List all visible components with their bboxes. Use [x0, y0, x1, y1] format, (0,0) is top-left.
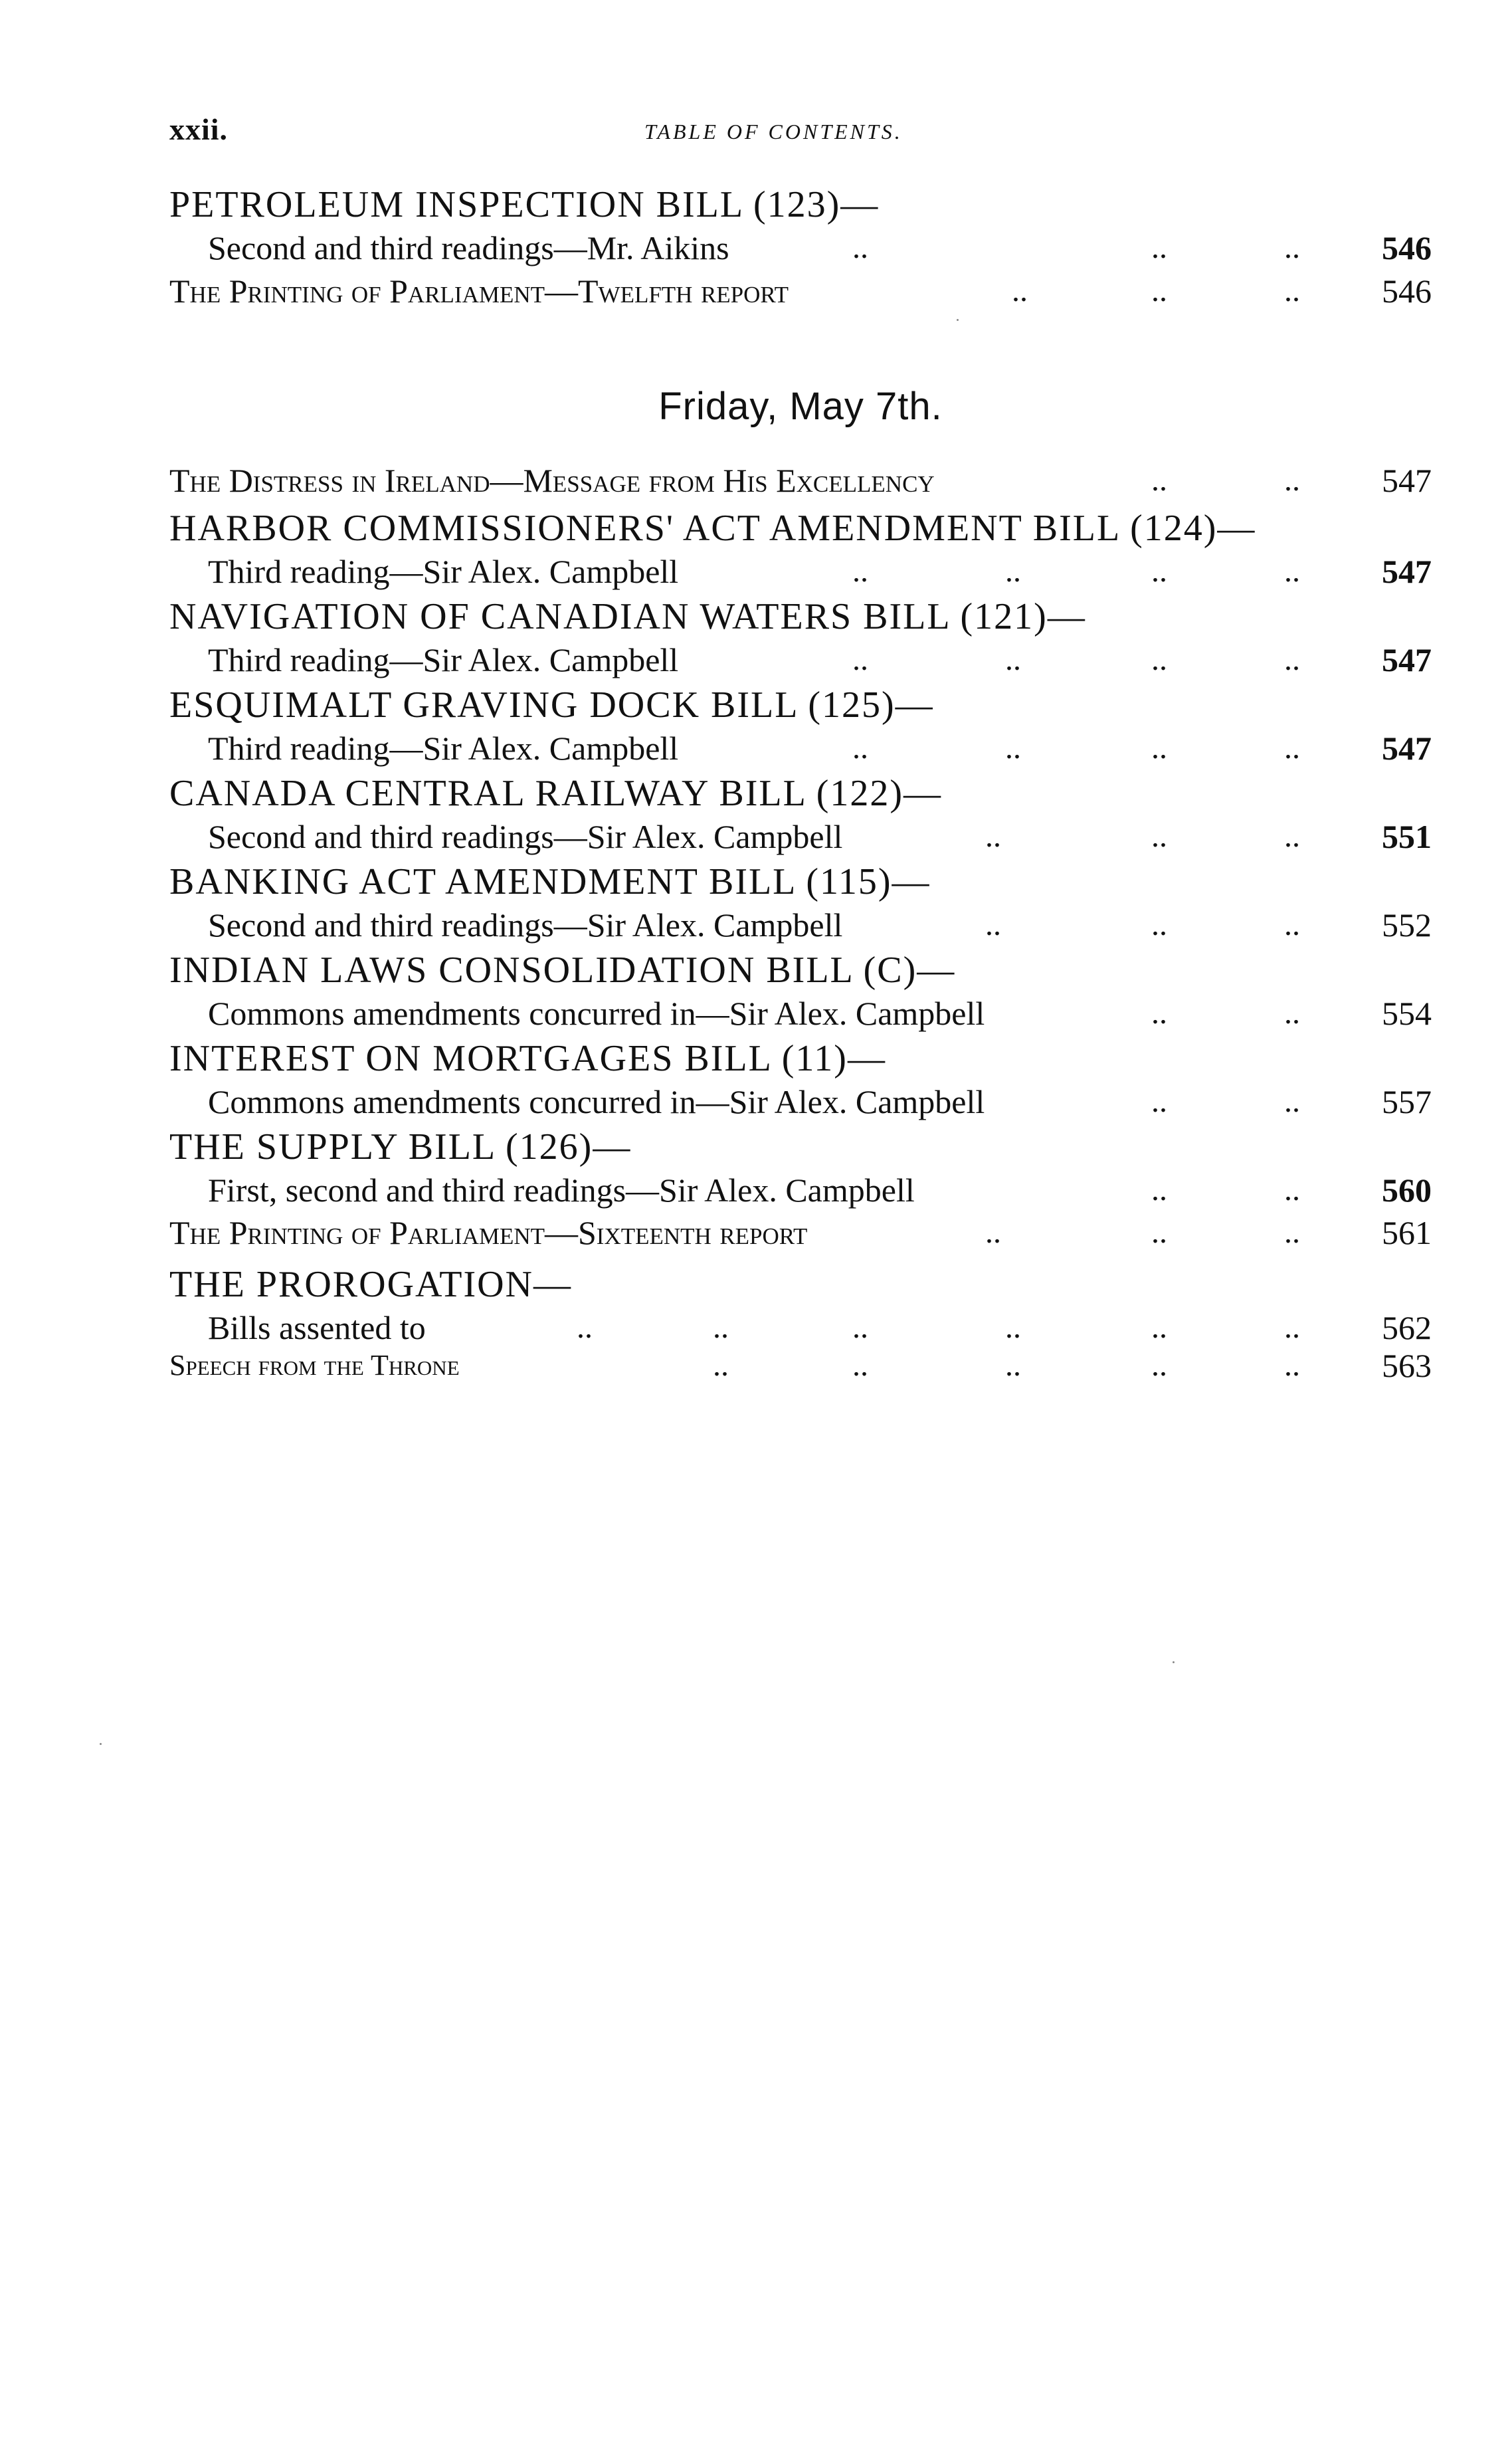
- entry-page: 547: [1382, 641, 1432, 678]
- toc-entry: [169, 1039, 1432, 1124]
- entry-page: 546: [1382, 229, 1432, 266]
- toc-entry: [169, 1211, 1432, 1255]
- entry-detail: Second and third readings—Mr. Aikins: [208, 229, 729, 266]
- entry-inline: Speech from the Throne: [169, 1349, 460, 1381]
- entry-detail: Third reading—Sir Alex. Campbell: [208, 641, 679, 678]
- entry-heading: PETROLEUM INSPECTION BILL (123)—: [169, 184, 880, 225]
- leader-dot-group: ..: [1284, 641, 1300, 677]
- entry-line: [169, 459, 1432, 502]
- print-speck: [1173, 1661, 1175, 1663]
- section-day-heading: Friday, May 7th.: [658, 385, 943, 428]
- entry-detail: Commons amendments concurred in—Sir Alex. Campbell: [208, 994, 985, 1032]
- leader-dot-group: ..: [713, 1309, 729, 1345]
- toc-entry: [169, 508, 1432, 593]
- leader-dot-group: ..: [1284, 906, 1300, 942]
- entry-inline: The Printing of Parliament—Twelfth report: [169, 272, 789, 310]
- leader-dot-group: ..: [985, 1215, 1001, 1250]
- entry-page: 560: [1382, 1171, 1432, 1209]
- entry-page: 561: [1382, 1214, 1432, 1251]
- leader-dot-group: ..: [1005, 553, 1021, 589]
- entry-page: 551: [1382, 817, 1432, 855]
- entry-heading: BANKING ACT AMENDMENT BILL (115)—: [169, 861, 931, 902]
- leader-dot-group: ..: [1284, 229, 1300, 265]
- entry-line: [169, 1211, 1432, 1255]
- leader-dot-group: ..: [1284, 462, 1300, 498]
- entry-line: [169, 1080, 1432, 1124]
- toc-entry: [169, 773, 1432, 859]
- entry-line: [169, 226, 1432, 270]
- entry-inline: The Distress in Ireland—Message from His Excellency: [169, 462, 935, 499]
- entry-line: [169, 638, 1432, 682]
- leader-dot-group: ..: [577, 1309, 593, 1345]
- leader-dot-group: ..: [852, 553, 868, 589]
- entry-line: [169, 991, 1432, 1035]
- leader-dot-group: ..: [1284, 1215, 1300, 1250]
- entry-heading: CANADA CENTRAL RAILWAY BILL (122)—: [169, 773, 943, 814]
- entry-heading: HARBOR COMMISSIONERS' ACT AMENDMENT BILL (124)—: [169, 508, 1256, 549]
- print-speck: [100, 1743, 102, 1745]
- entry-page: 562: [1382, 1308, 1432, 1346]
- entry-inline: The Printing of Parliament—Sixteenth report: [169, 1214, 808, 1251]
- entry-detail: Third reading—Sir Alex. Campbell: [208, 729, 679, 767]
- leader-dot-group: ..: [852, 730, 868, 765]
- leader-dot-group: ..: [1005, 730, 1021, 765]
- print-speck: [957, 319, 959, 321]
- leader-dot-group: ..: [1151, 906, 1167, 942]
- leader-dot-group: ..: [1012, 273, 1028, 308]
- entry-heading: INTEREST ON MORTGAGES BILL (11)—: [169, 1038, 886, 1079]
- leader-dot-group: ..: [1284, 1348, 1300, 1383]
- leader-dot-group: ..: [1151, 1172, 1167, 1207]
- entry-line: [169, 726, 1432, 770]
- entry-page: 547: [1382, 462, 1432, 499]
- entry-line: [169, 1306, 1432, 1350]
- leader-dot-group: ..: [852, 641, 868, 677]
- leader-dot-group: ..: [1284, 1083, 1300, 1119]
- leader-dot-group: ..: [852, 1348, 868, 1383]
- leader-dot-group: ..: [1151, 1083, 1167, 1119]
- entry-page: 547: [1382, 552, 1432, 590]
- leader-dot-group: ..: [1005, 1309, 1021, 1345]
- leader-dot-group: ..: [1284, 730, 1300, 765]
- entry-line: [169, 1168, 1432, 1212]
- leader-dot-group: ..: [1284, 553, 1300, 589]
- entry-heading: THE PROROGATION—: [169, 1264, 572, 1305]
- toc-entry: [169, 597, 1432, 682]
- entry-line: [169, 903, 1432, 947]
- leader-dot-group: ..: [1151, 1215, 1167, 1250]
- entry-line: [169, 269, 1432, 313]
- leader-dot-group: ..: [1151, 273, 1167, 308]
- entry-page: 547: [1382, 729, 1432, 767]
- leader-dot-group: ..: [1151, 641, 1167, 677]
- leader-dot-group: ..: [1284, 818, 1300, 854]
- entry-detail: Commons amendments concurred in—Sir Alex. Campbell: [208, 1082, 985, 1120]
- entry-line: [169, 550, 1432, 593]
- entry-detail: Third reading—Sir Alex. Campbell: [208, 552, 679, 590]
- leader-dot-group: ..: [985, 818, 1001, 854]
- leader-dot-group: ..: [852, 229, 868, 265]
- leader-dot-group: ..: [1284, 995, 1300, 1031]
- entry-detail: Second and third readings—Sir Alex. Campbell: [208, 906, 843, 944]
- toc-entry: [169, 1265, 1432, 1350]
- leader-dot-group: ..: [1005, 1348, 1021, 1383]
- leader-dot-group: ..: [713, 1348, 729, 1383]
- entry-page: 563: [1382, 1347, 1432, 1384]
- leader-dot-group: ..: [1151, 229, 1167, 265]
- leader-dot-group: ..: [1151, 462, 1167, 498]
- entry-page: 557: [1382, 1082, 1432, 1120]
- toc-entry: [169, 862, 1432, 947]
- entry-detail: Second and third readings—Sir Alex. Campbell: [208, 817, 843, 855]
- toc-entry: [169, 950, 1432, 1035]
- entry-line: [169, 1344, 1432, 1387]
- entry-heading: INDIAN LAWS CONSOLIDATION BILL (C)—: [169, 950, 956, 991]
- leader-dot-group: ..: [1284, 1172, 1300, 1207]
- entry-line: [169, 815, 1432, 859]
- toc-entry: [169, 1344, 1432, 1387]
- toc-entry: [169, 269, 1432, 313]
- entry-page: 554: [1382, 994, 1432, 1032]
- entry-page: 552: [1382, 906, 1432, 944]
- leader-dot-group: ..: [852, 1309, 868, 1345]
- leader-dot-group: ..: [1151, 995, 1167, 1031]
- entry-page: 546: [1382, 272, 1432, 310]
- leader-dot-group: ..: [1284, 1309, 1300, 1345]
- entry-heading: NAVIGATION OF CANADIAN WATERS BILL (121)—: [169, 596, 1086, 637]
- page-folio: xxii.: [169, 112, 229, 146]
- leader-dot-group: ..: [1151, 818, 1167, 854]
- entry-heading: ESQUIMALT GRAVING DOCK BILL (125)—: [169, 684, 934, 726]
- toc-entry: [169, 1127, 1432, 1212]
- leader-dot-group: ..: [1151, 1348, 1167, 1383]
- leader-dot-group: ..: [1005, 641, 1021, 677]
- leader-dot-group: ..: [985, 906, 1001, 942]
- toc-entry: [169, 459, 1432, 502]
- leader-dot-group: ..: [1151, 730, 1167, 765]
- toc-entry: [169, 685, 1432, 770]
- leader-dot-group: ..: [1151, 553, 1167, 589]
- toc-entry: [169, 185, 1432, 270]
- entry-detail: First, second and third readings—Sir Alex. Campbell: [208, 1171, 915, 1209]
- running-title: TABLE OF CONTENTS.: [644, 120, 903, 144]
- running-head: [169, 112, 1432, 152]
- entry-detail: Bills assented to: [208, 1308, 426, 1346]
- leader-dot-group: ..: [1284, 273, 1300, 308]
- entry-heading: THE SUPPLY BILL (126)—: [169, 1126, 632, 1168]
- leader-dot-group: ..: [1151, 1309, 1167, 1345]
